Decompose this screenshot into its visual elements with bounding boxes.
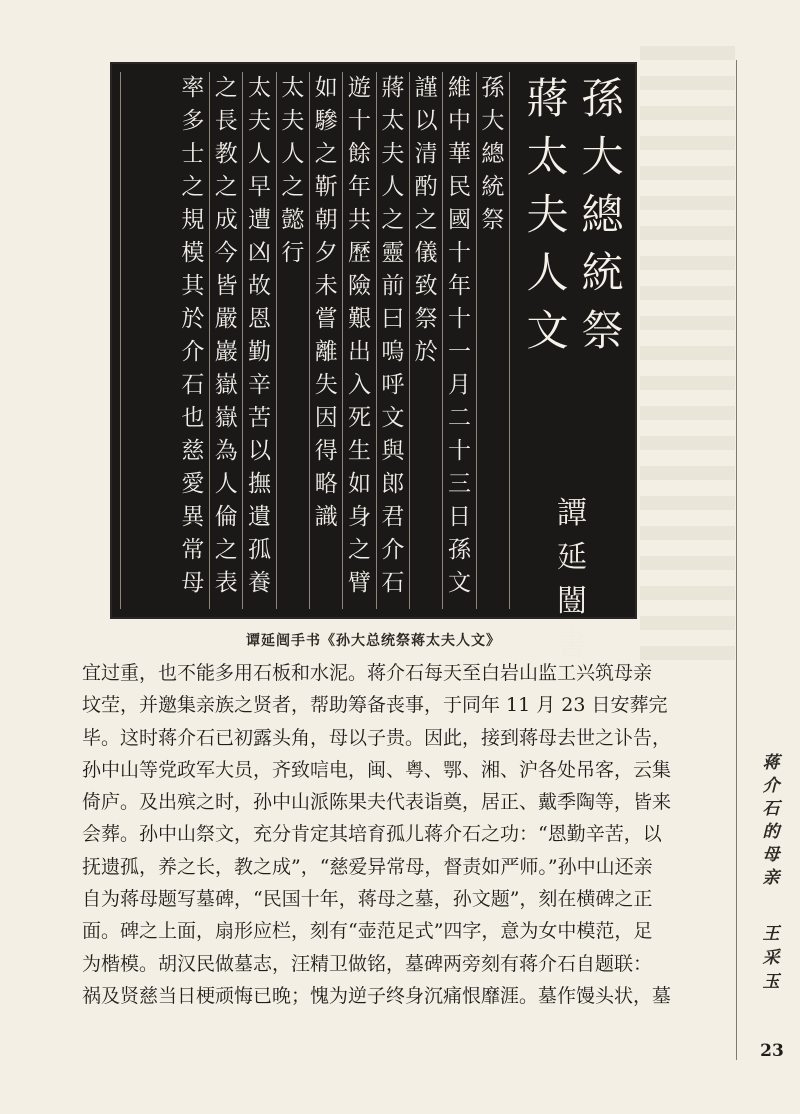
- rubbing-character: 嶽: [214, 405, 238, 431]
- rubbing-character: 人: [248, 141, 272, 167]
- rubbing-character: 太: [248, 75, 272, 101]
- rubbing-character: 之: [214, 537, 238, 563]
- rubbing-column: [209, 72, 242, 609]
- rubbing-character: 十: [448, 438, 471, 464]
- rubbing-character: 以: [248, 438, 272, 464]
- running-title-character: 亲: [762, 868, 780, 888]
- rubbing-character: 君: [381, 504, 405, 530]
- rubbing-character: 與: [381, 438, 405, 464]
- rubbing-title-character: 人: [526, 248, 569, 297]
- running-title-character: 石: [762, 799, 780, 819]
- rubbing-character: 人: [214, 471, 238, 497]
- rubbing-character: 年: [348, 174, 372, 200]
- rubbing-title-character: 孫: [581, 74, 624, 123]
- rubbing-character: 謹: [414, 75, 438, 101]
- rubbing-character: 前: [381, 273, 405, 299]
- rubbing-character: 國: [448, 207, 471, 233]
- rubbing-column: [309, 72, 342, 609]
- rubbing-character: 蔣: [381, 75, 405, 101]
- rubbing-character: 夫: [281, 108, 305, 134]
- rubbing-character: 也: [181, 405, 205, 431]
- rubbing-title-character: 文: [526, 306, 569, 355]
- rubbing-character: 夫: [381, 141, 405, 167]
- rubbing-character: 巖: [214, 339, 238, 365]
- rubbing-column: [276, 72, 309, 609]
- margin-rule: [736, 60, 737, 1060]
- running-author: [754, 922, 788, 994]
- rubbing-character: 長: [214, 108, 238, 134]
- rubbing-character: 之: [314, 141, 338, 167]
- rubbing-character: 慈: [181, 438, 205, 464]
- rubbing-character: 共: [348, 207, 372, 233]
- rubbing-character: 石: [181, 372, 205, 398]
- rubbing-character: 出: [348, 339, 372, 365]
- rubbing-title-character: 太: [526, 132, 569, 181]
- signature-character: 闓: [557, 584, 587, 619]
- rubbing-title-column: [526, 70, 568, 420]
- rubbing-title-column: [581, 70, 623, 420]
- rubbing-character: 之: [414, 207, 438, 233]
- rubbing-title: [520, 70, 630, 420]
- signature-character: 延: [557, 540, 587, 575]
- text-line: 毕。这时蒋介石已初露头角，母以子贵。因此，接到蒋母去世之讣告，: [82, 726, 672, 749]
- rubbing-character: 身: [348, 504, 372, 530]
- rubbing-character: 識: [314, 504, 338, 530]
- rubbing-character: 勤: [248, 339, 272, 365]
- rubbing-character: 酌: [414, 174, 438, 200]
- text-line: 孙中山等党政军大员，齐致唁电，闽、粤、鄂、湘、沪各处吊客，云集: [82, 758, 672, 781]
- rubbing-character: 未: [314, 273, 338, 299]
- rubbing-character: 母: [181, 570, 205, 596]
- text-line: 面。碑之上面，扇形应栏，刻有“壶范足式”四字，意为女中模范，足: [82, 920, 653, 943]
- rubbing-character: 太: [281, 75, 305, 101]
- rubbing-character: 於: [414, 339, 438, 365]
- rubbing-character: 餘: [348, 141, 372, 167]
- rubbing-character: 夫: [248, 108, 272, 134]
- rubbing-character: 恩: [248, 306, 272, 332]
- rubbing-character: 嗚: [381, 339, 405, 365]
- rubbing-character: 皆: [214, 273, 238, 299]
- rubbing-character: 維: [448, 75, 471, 101]
- rubbing-character: 中: [448, 108, 471, 134]
- rubbing-character: 死: [348, 405, 372, 431]
- rubbing-character: 倫: [214, 504, 238, 530]
- rubbing-character: 成: [214, 207, 238, 233]
- rubbing-character: 今: [214, 240, 238, 266]
- rubbing-character: 離: [314, 339, 338, 365]
- running-author-character: 玉: [762, 972, 780, 992]
- running-author-character: 采: [762, 948, 780, 968]
- text-line: 宜过重，也不能多用石板和水泥。蒋介石每天至白岩山监工兴筑母亲: [82, 662, 653, 684]
- rubbing-character: 生: [348, 438, 372, 464]
- rubbing-character: 之: [348, 537, 372, 563]
- rubbing-character: 早: [248, 174, 272, 200]
- rubbing-character: 之: [214, 174, 238, 200]
- rubbing-character: 文: [448, 570, 471, 596]
- rubbing-character: 驂: [314, 108, 338, 134]
- rubbing-character: 率: [181, 75, 205, 101]
- figure-caption: 谭延闿手书《孙大总统祭蒋太夫人文》: [246, 633, 501, 649]
- rubbing-character: 日: [448, 504, 471, 530]
- rubbing-character: 愛: [181, 471, 205, 497]
- rubbing-character: 呼: [381, 372, 405, 398]
- rubbing-title-character: 統: [581, 248, 624, 297]
- text-line: 倚庐。及出殡之时，孙中山派陈果夫代表诣奠，居正、戴季陶等，皆来: [82, 791, 672, 814]
- body-text: [82, 657, 722, 1012]
- rubbing-character: 得: [314, 438, 338, 464]
- rubbing-character: 撫: [248, 471, 272, 497]
- rubbing-character: 常: [181, 537, 205, 563]
- rubbing-character: 之: [381, 207, 405, 233]
- rubbing-character: 多: [181, 108, 205, 134]
- text-line: 祸及贤慈当日梗顽悔已晚；愧为逆子终身沉痛恨靡涯。墓作馒头状，墓: [82, 984, 672, 1007]
- rubbing-character: 艱: [348, 306, 372, 332]
- rubbing-character: 一: [448, 339, 471, 365]
- rubbing-character: 朝: [314, 207, 338, 233]
- rubbing-character: 遭: [248, 207, 272, 233]
- page-number: 23: [760, 1041, 784, 1061]
- signature-character: 譚: [557, 496, 587, 531]
- rubbing-character: 遊: [348, 75, 372, 101]
- rubbing-character: 臂: [348, 570, 372, 596]
- rubbing-character: 介: [181, 339, 205, 365]
- rubbing-character: 介: [381, 537, 405, 563]
- rubbing-character: 行: [281, 240, 305, 266]
- text-line: 为楷模。胡汉民做墓志，汪精卫做铭，墓碑两旁刻有蒋介石自题联：: [82, 952, 653, 975]
- rubbing-character: 之: [181, 174, 205, 200]
- rubbing-title-character: 夫: [526, 190, 569, 239]
- rubbing-character: 人: [281, 141, 305, 167]
- rubbing-character: 靈: [381, 240, 405, 266]
- rubbing-title-character: 祭: [581, 306, 624, 355]
- rubbing-character: 如: [314, 75, 338, 101]
- rubbing-column: [342, 72, 375, 609]
- rubbing-character: 其: [181, 273, 205, 299]
- running-author-character: 王: [762, 924, 780, 944]
- rubbing-character: 大: [481, 108, 505, 134]
- rubbing-character: 二: [448, 405, 471, 431]
- rubbing-title-character: 總: [581, 190, 624, 239]
- rubbing-column: [442, 72, 475, 609]
- rubbing-character: 總: [481, 141, 505, 167]
- rubbing-character: 模: [181, 240, 205, 266]
- rubbing-character: 華: [448, 141, 471, 167]
- rubbing-text-grid: [120, 72, 510, 609]
- rubbing-character: 十: [448, 306, 471, 332]
- rubbing-character: 險: [348, 273, 372, 299]
- rubbing-character: 十: [348, 108, 372, 134]
- rubbing-character: 郎: [381, 471, 405, 497]
- rubbing-column: [177, 72, 209, 609]
- rubbing-character: 辛: [248, 372, 272, 398]
- rubbing-character: 致: [414, 273, 438, 299]
- rubbing-character: 表: [214, 570, 238, 596]
- text-line: 坟茔，并邀集亲族之贤者，帮助筹备丧事，于同年 11 月 23 日安葬完: [82, 694, 668, 717]
- rubbing-character: 略: [314, 471, 338, 497]
- rubbing-character: 夕: [314, 240, 338, 266]
- text-line: 抚遗孤，养之长，教之成”，“慈爱异常母，督责如严师。”孙中山还亲: [82, 855, 653, 878]
- text-line: 自为蒋母题写墓碑，“民国十年，蒋母之墓，孙文题”，刻在横碑之正: [82, 888, 653, 911]
- rubbing-character: 清: [414, 141, 438, 167]
- rubbing-character: 凶: [248, 240, 272, 266]
- rubbing-character: 三: [448, 471, 471, 497]
- rubbing-character: 為: [214, 438, 238, 464]
- rubbing-character: 曰: [381, 306, 405, 332]
- rubbing-character: 孤: [248, 537, 272, 563]
- rubbing-character: 孫: [481, 75, 505, 101]
- rubbing-character: 統: [481, 174, 505, 200]
- rubbing-character: 文: [381, 405, 405, 431]
- rubbing-column: [476, 72, 509, 609]
- text-line: 会葬。孙中山祭文，充分肯定其培育孤儿蒋介石之功：“恩勤辛苦，以: [82, 823, 662, 846]
- running-title-character: 母: [762, 845, 780, 865]
- rubbing-character: 人: [381, 174, 405, 200]
- rubbing-character: 之: [214, 75, 238, 101]
- rubbing-column: [242, 72, 275, 609]
- rubbing-character: 士: [181, 141, 205, 167]
- rubbing-character: 因: [314, 405, 338, 431]
- rubbing-character: 規: [181, 207, 205, 233]
- rubbing-character: 嶽: [214, 372, 238, 398]
- rubbing-character: 以: [414, 108, 438, 134]
- rubbing-character: 之: [281, 174, 305, 200]
- rubbing-character: 如: [348, 471, 372, 497]
- rubbing-character: 太: [381, 108, 405, 134]
- rubbing-character: 嘗: [314, 306, 338, 332]
- rubbing-character: 祭: [414, 306, 438, 332]
- rubbing-character: 異: [181, 504, 205, 530]
- rubbing-character: 孫: [448, 537, 471, 563]
- rubbing-character: 靳: [314, 174, 338, 200]
- rubbing-character: 祭: [481, 207, 505, 233]
- rubbing-character: 石: [381, 570, 405, 596]
- rubbing-character: 月: [448, 372, 471, 398]
- rubbing-character: 苦: [248, 405, 272, 431]
- rubbing-character: 嚴: [214, 306, 238, 332]
- running-title-character: 蒋: [762, 753, 780, 773]
- rubbing-character: 入: [348, 372, 372, 398]
- rubbing-character: 懿: [281, 207, 305, 233]
- rubbing-character: 於: [181, 306, 205, 332]
- rubbing-title-character: 大: [581, 132, 624, 181]
- rubbing-character: 儀: [414, 240, 438, 266]
- rubbing-character: 歷: [348, 240, 372, 266]
- rubbing-character: 養: [248, 570, 272, 596]
- running-title: [754, 752, 788, 890]
- rubbing-character: 教: [214, 141, 238, 167]
- rubbing-character: 十: [448, 240, 471, 266]
- running-title-character: 介: [762, 776, 780, 796]
- rubbing-character: 年: [448, 273, 471, 299]
- running-title-character: 的: [762, 822, 780, 842]
- rubbing-character: 民: [448, 174, 471, 200]
- rubbing-character: 失: [314, 372, 338, 398]
- rubbing-column: [376, 72, 409, 609]
- rubbing-character: 故: [248, 273, 272, 299]
- signature-character: 書: [557, 628, 587, 663]
- bleed-through-shading: [640, 40, 735, 660]
- rubbing-character: 遺: [248, 504, 272, 530]
- rubbing-title-character: 蔣: [526, 74, 569, 123]
- rubbing-column: [409, 72, 442, 609]
